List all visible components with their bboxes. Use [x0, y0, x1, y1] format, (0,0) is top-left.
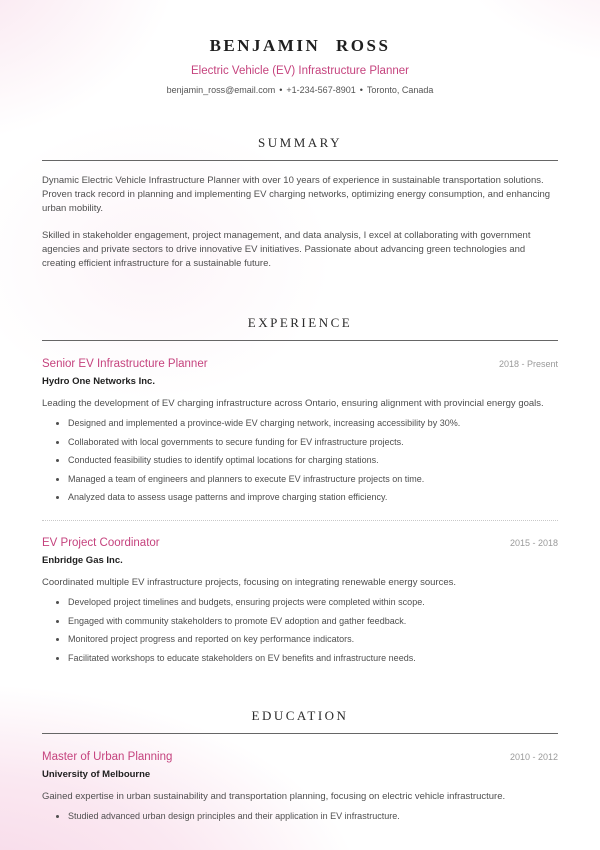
- job-bullet-list: [42, 597, 558, 664]
- job-company: Hydro One Networks Inc.: [42, 376, 155, 387]
- entry-header: [42, 751, 558, 763]
- job-bullet: • Developed project timelines and budgets, ensuring projects were completed within scope.: [68, 597, 558, 608]
- job-title: Senior EV Infrastructure Planner: [42, 358, 208, 370]
- contact-separator-dot: •: [359, 85, 363, 95]
- experience-entry: [42, 358, 558, 503]
- education-bullet: • Studied advanced urban design principles and their application in EV infrastructure.: [68, 811, 558, 822]
- job-bullet: • Monitored project progress and reported on key performance indicators.: [68, 634, 558, 645]
- summary-heading: SUMMARY: [258, 135, 342, 150]
- entry-header: [42, 358, 558, 370]
- entry-dotted-divider: [42, 520, 558, 521]
- section-divider-line: [42, 340, 558, 341]
- degree-title: Master of Urban Planning: [42, 750, 173, 763]
- job-bullet: • Managed a team of engineers and planners to execute EV infrastructure projects on time.: [68, 474, 558, 485]
- job-dates: 2018 - Present: [498, 359, 558, 369]
- contact-email: benjamin_ross@email.com: [166, 85, 276, 95]
- job-bullet: • Collaborated with local governments to secure funding for EV infrastructure projects.: [68, 437, 558, 448]
- contact-line: [42, 85, 558, 95]
- education-heading: EDUCATION: [251, 707, 349, 723]
- section-summary: [42, 135, 558, 271]
- job-title: EV Project Coordinator: [42, 537, 160, 549]
- education-description: Gained expertise in urban sustainability and transportation planning, focusing on electric vehicle infrastructure.: [42, 790, 506, 802]
- summary-paragraph: Skilled in stakeholder engagement, project management, and data analysis, I excel at collaborating with government agencies and private sectors to drive innovative EV initiatives. Passionate about advancing green technologies and creating efficient infrastructure for a sustainable future.: [42, 230, 531, 269]
- job-description: Coordinated multiple EV infrastructure projects, focusing on integrating renewable energy sources.: [42, 577, 457, 588]
- education-dates: 2010 - 2012: [509, 751, 558, 762]
- job-bullet: • Engaged with community stakeholders to promote EV adoption and gather feedback.: [68, 616, 558, 627]
- job-description: Leading the development of EV charging infrastructure across Ontario, ensuring alignment with provincial energy goals.: [42, 398, 544, 409]
- job-bullet-list: [42, 418, 558, 503]
- section-divider-line: [42, 160, 558, 161]
- job-bullet: • Conducted feasibility studies to identify optimal locations for charging stations.: [68, 455, 558, 466]
- contact-phone: +1-234-567-8901: [286, 85, 356, 95]
- candidate-title: Electric Vehicle (EV) Infrastructure Planner: [191, 65, 409, 77]
- contact-separator-dot: •: [279, 85, 283, 95]
- section-divider-line: [42, 733, 558, 734]
- job-bullet: • Analyzed data to assess usage patterns and improve charging station efficiency.: [68, 492, 558, 503]
- summary-paragraph: Dynamic Electric Vehicle Infrastructure Planner with over 10 years of experience in sustainable transportation solutions. Proven track record in planning and implementing EV charging networks, optimizing energy consumption, and enhancing urban mobility.: [42, 175, 551, 214]
- school-name: University of Melbourne: [42, 768, 151, 780]
- job-bullet: • Designed and implemented a province-wide EV charging network, increasing accessibility by 30%.: [68, 418, 558, 429]
- experience-entry: [42, 537, 558, 664]
- job-company: Enbridge Gas Inc.: [42, 555, 123, 566]
- education-entry: [42, 751, 558, 822]
- section-experience: [42, 315, 558, 664]
- education-bullet-list: [42, 811, 558, 822]
- entry-header: [42, 537, 558, 549]
- section-education: [42, 708, 558, 822]
- job-bullet: • Facilitated workshops to educate stakeholders on EV benefits and infrastructure needs.: [68, 653, 558, 664]
- experience-heading: EXPERIENCE: [247, 315, 353, 330]
- job-dates: 2015 - 2018: [509, 538, 558, 548]
- resume-header: [42, 36, 558, 95]
- candidate-name: BENJAMIN ROSS: [209, 36, 391, 55]
- contact-location: Toronto, Canada: [366, 85, 434, 95]
